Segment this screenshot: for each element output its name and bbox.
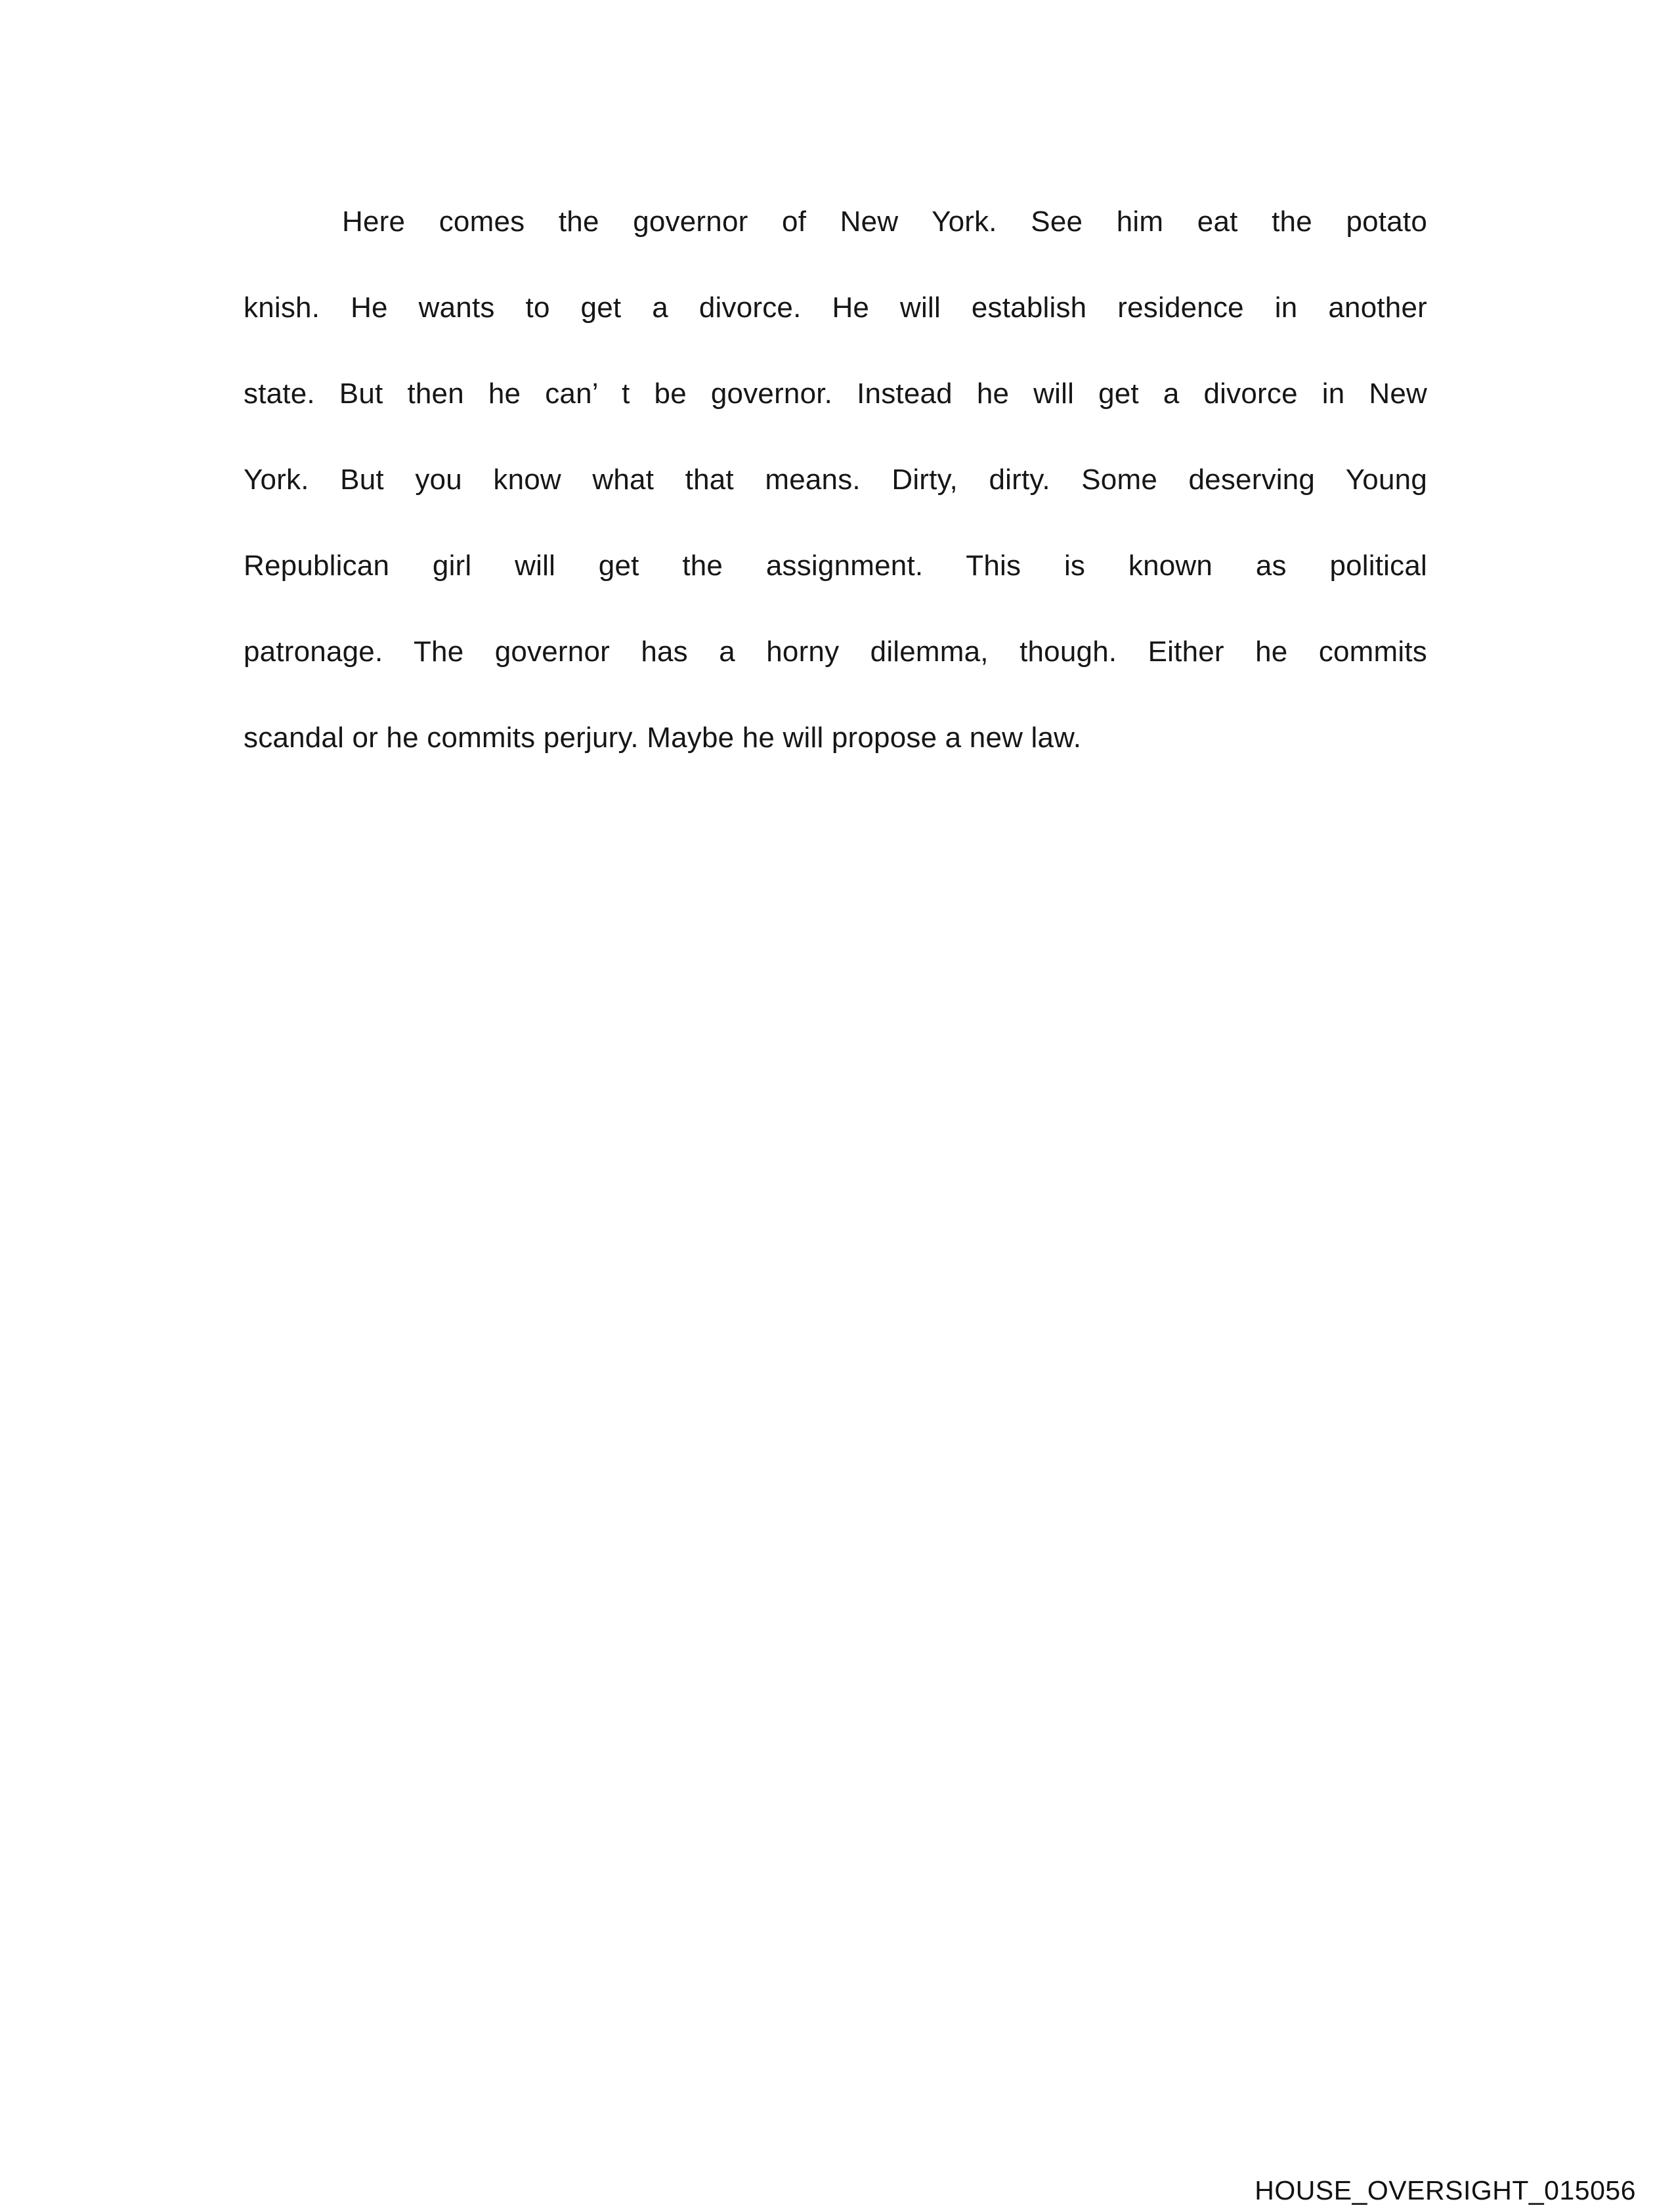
bates-number: HOUSE_OVERSIGHT_015056: [1255, 2175, 1636, 2205]
paragraph-line: York. But you know what that means. Dirty, dirty. Some deserving Young: [244, 464, 1427, 496]
paragraph-line: Here comes the governor of New York. See him eat the potato: [342, 206, 1427, 238]
paragraph-line: scandal or he commits perjury. Maybe he will propose a new law.: [244, 722, 1082, 754]
paragraph-line: knish. He wants to get a divorce. He will establish residence in another: [244, 292, 1427, 324]
paragraph-line: patronage. The governor has a horny dilemma, though. Either he commits: [244, 636, 1427, 668]
paragraph-line: state. But then he can’ t be governor. Instead he will get a divorce in New: [244, 378, 1427, 410]
body-paragraph: [244, 179, 1427, 781]
paragraph-line: Republican girl will get the assignment. This is known as political: [244, 550, 1427, 582]
